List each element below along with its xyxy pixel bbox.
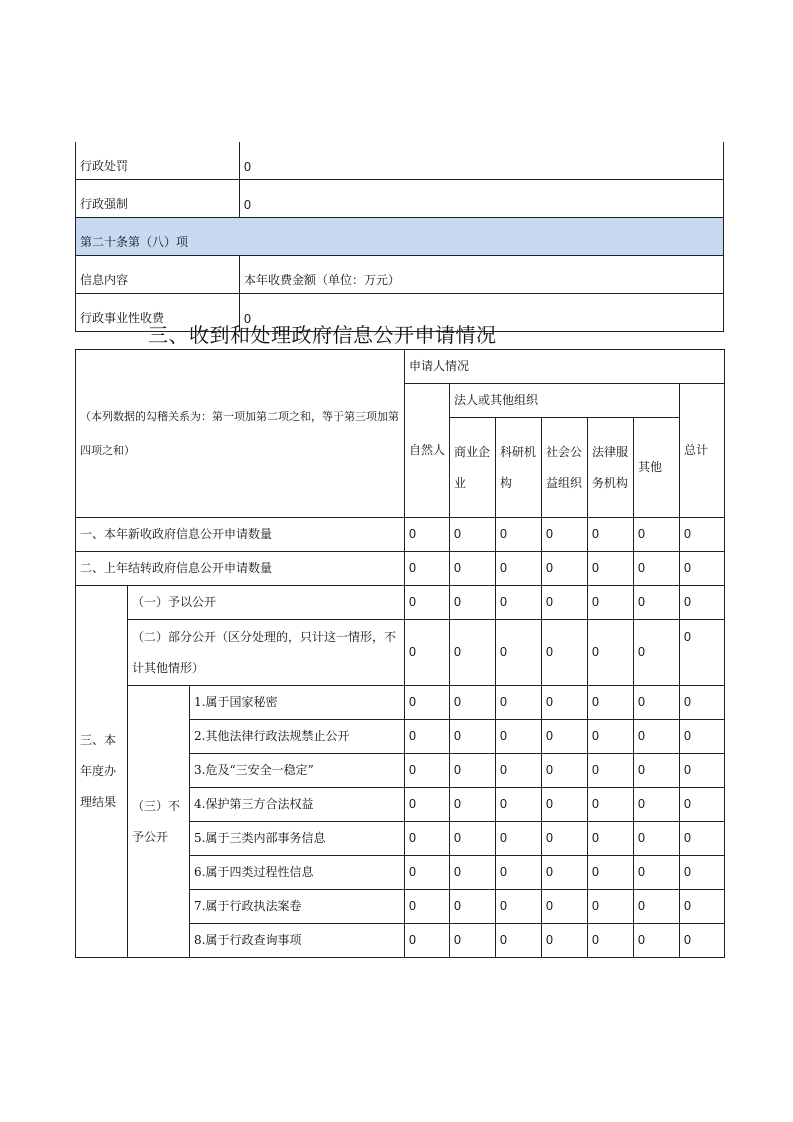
- cell-value: 0: [450, 720, 496, 754]
- cell-value: 0: [405, 754, 450, 788]
- cell-value: 0: [634, 720, 680, 754]
- cell-value: 0: [588, 686, 634, 720]
- row-label: 4.保护第三方合法权益: [190, 788, 405, 822]
- cell-value: 0: [450, 518, 496, 552]
- cell-value: 0: [496, 788, 542, 822]
- cell-value: 0: [496, 686, 542, 720]
- cell-value: 0: [680, 686, 725, 720]
- table-row: [76, 256, 724, 294]
- org-col-header: 法律服务机构: [588, 418, 634, 518]
- cell-value: 0: [680, 754, 725, 788]
- cell-value: 0: [405, 856, 450, 890]
- cell-value: 0: [588, 754, 634, 788]
- cell-value: 0: [680, 924, 725, 958]
- cell-value: 0: [680, 552, 725, 586]
- cell-value: 0: [496, 856, 542, 890]
- cell-value: 0: [496, 754, 542, 788]
- cell-value: 0: [450, 924, 496, 958]
- section-header: 第二十条第（八）项: [76, 218, 724, 256]
- cell-value: 0: [450, 856, 496, 890]
- row-label: 7.属于行政执法案卷: [190, 890, 405, 924]
- table-row: [76, 518, 725, 552]
- cell-value: 0: [588, 518, 634, 552]
- cell-value: 0: [588, 856, 634, 890]
- applicant-header: 申请人情况: [405, 350, 725, 384]
- row-label: 行政处罚: [76, 142, 240, 180]
- cell-value: 0: [450, 620, 496, 686]
- row-label: 8.属于行政查询事项: [190, 924, 405, 958]
- cell-value: 0: [634, 586, 680, 620]
- table-row: [76, 686, 725, 720]
- table-row: [76, 620, 725, 686]
- cell-value: 0: [634, 856, 680, 890]
- cell-value: 0: [450, 586, 496, 620]
- note-cell: （本列数据的勾稽关系为：第一项加第二项之和，等于第三项加第四项之和）: [76, 350, 405, 518]
- legal-org-header: 法人或其他组织: [450, 384, 680, 418]
- cell-value: 0: [496, 890, 542, 924]
- header-row: [76, 350, 725, 384]
- cell-value: 0: [542, 924, 588, 958]
- cell-value: 0: [405, 620, 450, 686]
- applications-table: [75, 349, 725, 958]
- cell-value: 0: [405, 552, 450, 586]
- row-label: 5.属于三类内部事务信息: [190, 822, 405, 856]
- cell-value: 0: [542, 586, 588, 620]
- cell-value: 0: [680, 788, 725, 822]
- cell-value: 0: [542, 754, 588, 788]
- cell-value: 0: [542, 686, 588, 720]
- natural-person-header: 自然人: [405, 384, 450, 518]
- row-label: 二、上年结转政府信息公开申请数量: [76, 552, 405, 586]
- row-label: 3.危及“三安全一稳定”: [190, 754, 405, 788]
- cell-value: 0: [450, 890, 496, 924]
- row-value: 0: [240, 180, 724, 218]
- cell-value: 0: [496, 586, 542, 620]
- org-col-header: 社会公益组织: [542, 418, 588, 518]
- cell-value: 0: [496, 620, 542, 686]
- cell-value: 0: [588, 924, 634, 958]
- cell-value: 0: [634, 552, 680, 586]
- cell-value: 0: [542, 788, 588, 822]
- cell-value: 0: [405, 586, 450, 620]
- cell-value: 0: [542, 620, 588, 686]
- cell-value: 0: [450, 822, 496, 856]
- row-label: 行政事业性收费: [76, 294, 240, 332]
- cell-value: 0: [588, 552, 634, 586]
- cell-value: 0: [588, 890, 634, 924]
- cell-value: 0: [588, 720, 634, 754]
- cell-value: 0: [634, 518, 680, 552]
- org-col-header: 其他: [634, 418, 680, 518]
- row-label: 行政强制: [76, 180, 240, 218]
- table-row: [76, 552, 725, 586]
- cell-value: 0: [405, 822, 450, 856]
- cell-value: 0: [588, 822, 634, 856]
- org-col-header: 科研机构: [496, 418, 542, 518]
- cell-value: 0: [634, 890, 680, 924]
- cell-value: 0: [405, 788, 450, 822]
- table-row: [76, 180, 724, 218]
- cell-value: 0: [680, 856, 725, 890]
- cell-value: 0: [450, 552, 496, 586]
- cell-value: 0: [680, 890, 725, 924]
- cell-value: 0: [405, 686, 450, 720]
- cell-value: 0: [450, 686, 496, 720]
- row-value: 0: [240, 294, 724, 332]
- cell-value: 0: [405, 890, 450, 924]
- cell-value: 0: [634, 686, 680, 720]
- cell-value: 0: [542, 720, 588, 754]
- cell-value: 0: [588, 586, 634, 620]
- cell-value: 0: [680, 720, 725, 754]
- section-title: 三、收到和处理政府信息公开申请情况: [148, 323, 497, 347]
- cell-value: 0: [634, 924, 680, 958]
- row-label: 2.其他法律行政法规禁止公开: [190, 720, 405, 754]
- cell-value: 0: [496, 924, 542, 958]
- cell-value: 0: [634, 822, 680, 856]
- cell-value: 0: [496, 518, 542, 552]
- row-label: （二）部分公开（区分处理的，只计这一情形，不计其他情形）: [128, 620, 405, 686]
- cell-value: 0: [405, 518, 450, 552]
- result-group-label: 三、本年度办理结果: [76, 586, 128, 958]
- table-row: [76, 586, 725, 620]
- row-label: 1.属于国家秘密: [190, 686, 405, 720]
- cell-value: 0: [542, 890, 588, 924]
- cell-value: 0: [634, 754, 680, 788]
- cell-value: 0: [542, 552, 588, 586]
- section-header-row: [76, 218, 724, 256]
- cell-value: 0: [588, 788, 634, 822]
- cell-value: 0: [405, 720, 450, 754]
- cell-value: 0: [680, 518, 725, 552]
- table-row: [76, 142, 724, 180]
- cell-value: 0: [496, 822, 542, 856]
- cell-value: 0: [634, 788, 680, 822]
- row-label: 6.属于四类过程性信息: [190, 856, 405, 890]
- row-label: （一）予以公开: [128, 586, 405, 620]
- org-col-header: 商业企业: [450, 418, 496, 518]
- cell-value: 0: [450, 754, 496, 788]
- row-value: 0: [240, 142, 724, 180]
- cell-value: 0: [680, 620, 725, 686]
- top-table: [75, 142, 724, 332]
- cell-value: 0: [542, 856, 588, 890]
- total-header: 总计: [680, 384, 725, 518]
- cell-value: 0: [405, 924, 450, 958]
- not-disclosed-group-label: （三）不予公开: [128, 686, 190, 958]
- row-label: 一、本年新收政府信息公开申请数量: [76, 518, 405, 552]
- cell-value: 0: [588, 620, 634, 686]
- cell-value: 0: [680, 822, 725, 856]
- cell-value: 0: [634, 620, 680, 686]
- row-value: 本年收费金额（单位：万元）: [240, 256, 724, 294]
- cell-value: 0: [680, 586, 725, 620]
- row-label: 信息内容: [76, 256, 240, 294]
- cell-value: 0: [496, 720, 542, 754]
- cell-value: 0: [496, 552, 542, 586]
- cell-value: 0: [450, 788, 496, 822]
- cell-value: 0: [542, 518, 588, 552]
- cell-value: 0: [542, 822, 588, 856]
